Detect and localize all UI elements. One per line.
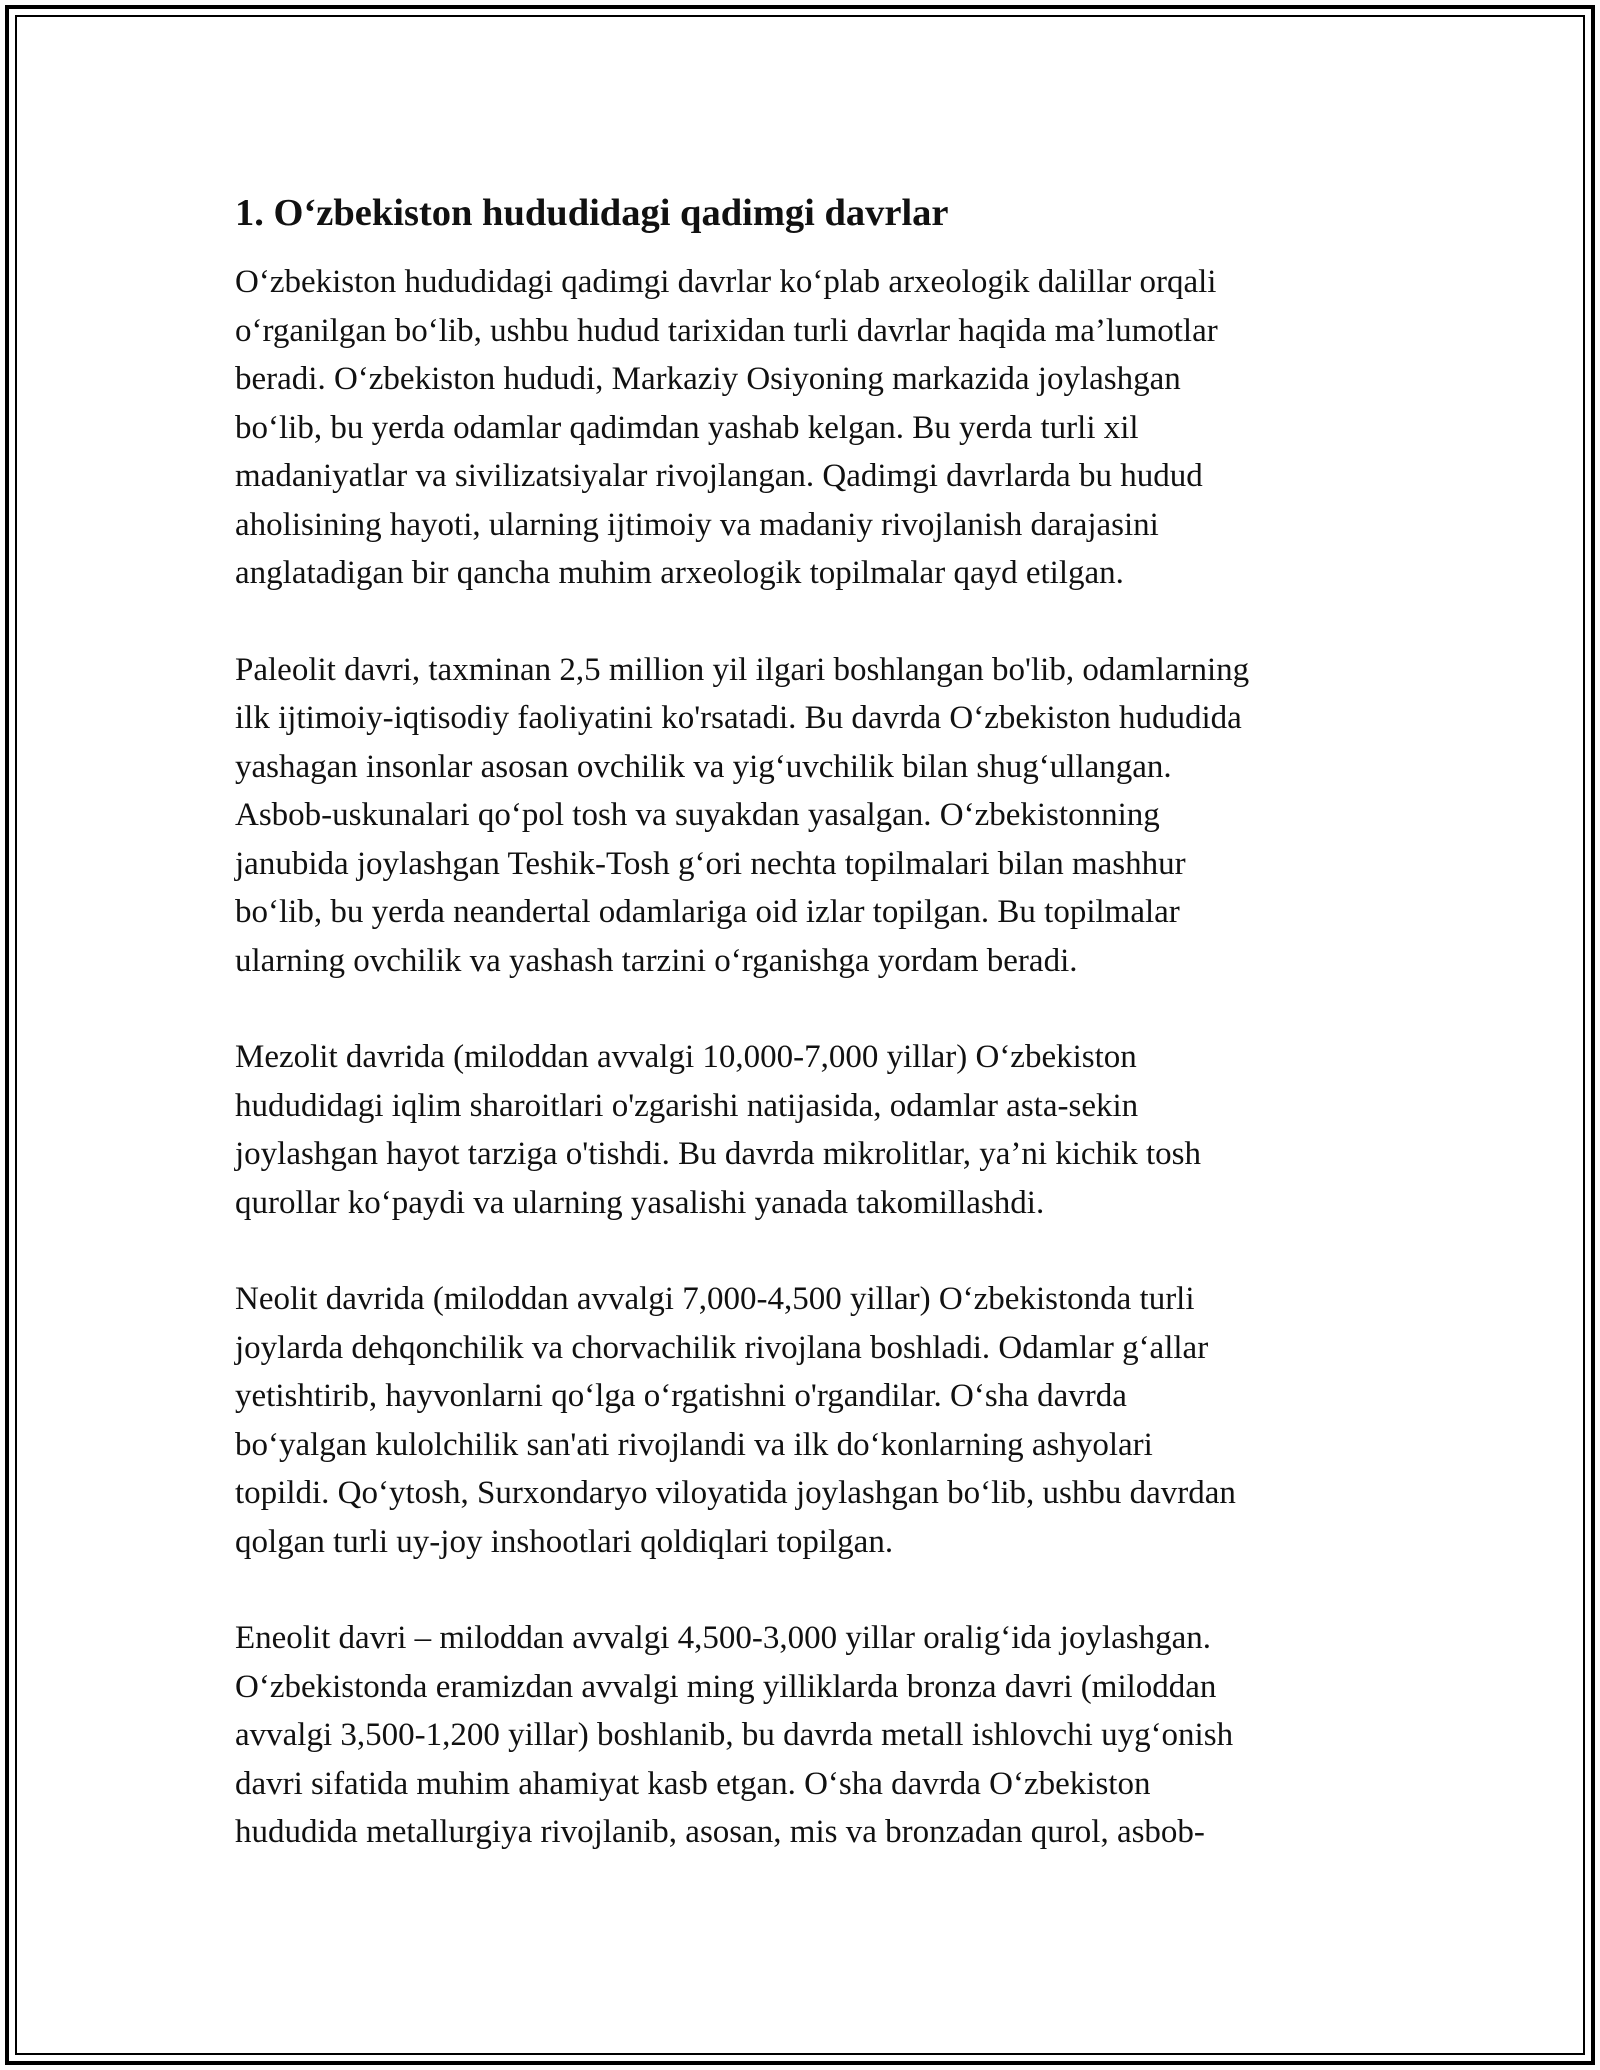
- paragraph: [235, 646, 1375, 986]
- paragraph: [235, 1275, 1375, 1566]
- text-line: aholisining hayoti, ularning ijtimoiy va madaniy rivojlanish darajasini: [235, 506, 1159, 543]
- section-heading: 1. O‘zbekiston hududidagi qadimgi davrlar: [235, 192, 949, 234]
- text-line: qolgan turli uy-joy inshootlari qoldiqlari topilgan.: [235, 1523, 894, 1560]
- text-line: Neolit davrida (miloddan avvalgi 7,000-4,500 yillar) O‘zbekistonda turli: [235, 1281, 1195, 1317]
- text-line: joylarda dehqonchilik va chorvachilik rivojlana boshladi. Odamlar g‘allar: [235, 1329, 1209, 1366]
- text-line: bo‘lib, bu yerda odamlar qadimdan yashab kelgan. Bu yerda turli xil: [235, 409, 1139, 446]
- paragraph-list: [235, 258, 1375, 1857]
- text-line: Paleolit davri, taxminan 2,5 million yil ilgari boshlangan bo'lib, odamlarning: [235, 651, 1250, 688]
- text-line: Asbob-uskunalari qo‘pol tosh va suyakdan yasalgan. O‘zbekistonning: [235, 797, 1160, 833]
- text-line: beradi. O‘zbekiston hududi, Markaziy Osiyoning markazida joylashgan: [235, 361, 1181, 397]
- text-line: Mezolit davrida (miloddan avvalgi 10,000-7,000 yillar) O‘zbekiston: [235, 1039, 1137, 1075]
- text-line: ilk ijtimoiy-iqtisodiy faoliyatini ko'rsatadi. Bu davrda O‘zbekiston hududida: [235, 700, 1242, 736]
- paragraph: [235, 1033, 1375, 1227]
- text-line: topildi. Qo‘ytosh, Surxondaryo viloyatida joylashgan bo‘lib, ushbu davrdan: [235, 1475, 1236, 1511]
- document-body: [235, 190, 1375, 1905]
- text-line: bo‘lib, bu yerda neandertal odamlariga oid izlar topilgan. Bu topilmalar: [235, 894, 1180, 930]
- text-line: hududidagi iqlim sharoitlari o'zgarishi natijasida, odamlar asta-sekin: [235, 1087, 1139, 1124]
- text-line: yetishtirib, hayvonlarni qo‘lga o‘rgatishni o'rgandilar. O‘sha davrda: [235, 1378, 1127, 1414]
- text-line: o‘rganilgan bo‘lib, ushbu hudud tarixidan turli davrlar haqida ma’lumotlar: [235, 312, 1218, 349]
- paragraph: [235, 258, 1375, 598]
- text-line: anglatadigan bir qancha muhim arxeologik topilmalar qayd etilgan.: [235, 555, 1124, 591]
- text-line: madaniyatlar va sivilizatsiyalar rivojlangan. Qadimgi davrlarda bu hudud: [235, 458, 1203, 494]
- text-line: O‘zbekiston hududidagi qadimgi davrlar ko‘plab arxeologik dalillar orqali: [235, 264, 1217, 300]
- text-line: janubida joylashgan Teshik-Tosh g‘ori nechta topilmalari bilan mashhur: [235, 845, 1186, 882]
- text-line: joylashgan hayot tarziga o'tishdi. Bu davrda mikrolitlar, ya’ni kichik tosh: [235, 1136, 1202, 1172]
- text-line: yashagan insonlar asosan ovchilik va yig‘uvchilik bilan shug‘ullangan.: [235, 748, 1172, 785]
- text-line: hududida metallurgiya rivojlanib, asosan, mis va bronzadan qurol, asbob-: [235, 1814, 1205, 1850]
- text-line: O‘zbekistonda eramizdan avvalgi ming yilliklarda bronza davri (miloddan: [235, 1668, 1217, 1705]
- text-line: ularning ovchilik va yashash tarzini o‘rganishga yordam beradi.: [235, 942, 1078, 979]
- text-line: qurollar ko‘paydi va ularning yasalishi yanada takomillashdi.: [235, 1184, 1045, 1221]
- text-line: bo‘yalgan kulolchilik san'ati rivojlandi va ilk do‘konlarning ashyolari: [235, 1426, 1153, 1463]
- text-line: davri sifatida muhim ahamiyat kasb etgan. O‘sha davrda O‘zbekiston: [235, 1765, 1151, 1802]
- text-line: avvalgi 3,500-1,200 yillar) boshlanib, bu davrda metall ishlovchi uyg‘onish: [235, 1717, 1234, 1753]
- text-line: Eneolit davri – miloddan avvalgi 4,500-3,000 yillar oralig‘ida joylashgan.: [235, 1620, 1212, 1656]
- paragraph: [235, 1614, 1375, 1857]
